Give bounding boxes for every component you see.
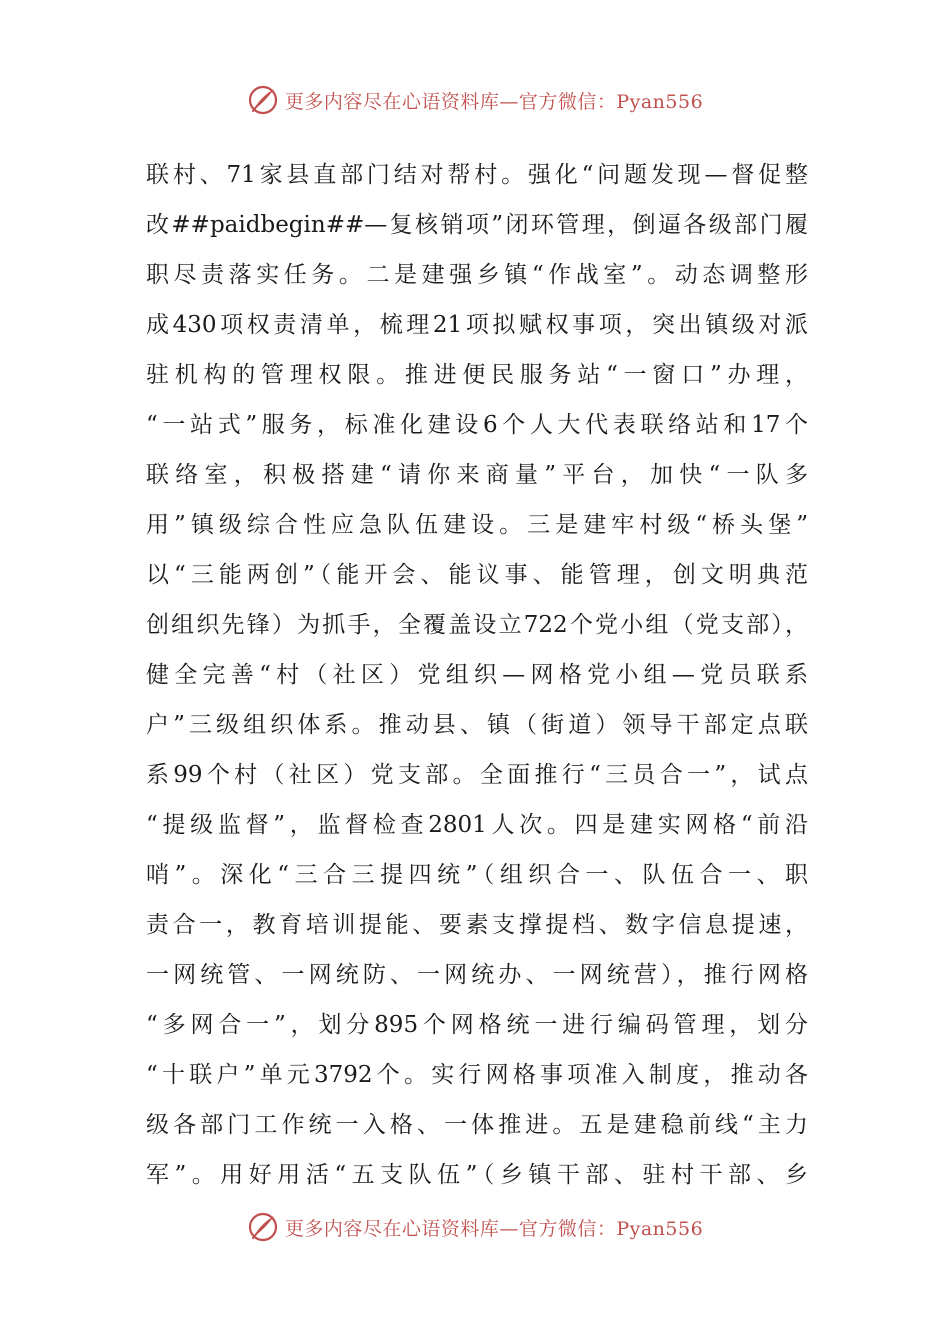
text-line: 系99个村（社区）党支部。全面推行“三员合一”，试点 <box>146 762 808 788</box>
text-line: 责合一，教育培训提能、要素支撑提档、数字信息提速， <box>146 912 808 938</box>
text-line: 军”。用好用活“五支队伍”（乡镇干部、驻村干部、乡 <box>146 1162 808 1188</box>
text-line: “多网合一”，划分895个网格统一进行编码管理，划分 <box>146 1012 808 1038</box>
text-line: “一站式”服务，标准化建设6个人大代表联络站和17个 <box>146 412 808 438</box>
text-line: 户”三级组织体系。推动县、镇（街道）领导干部定点联 <box>146 712 808 738</box>
text-line: 健全完善“村（社区）党组织—网格党小组—党员联系 <box>146 662 808 688</box>
text-line: 成430项权责清单，梳理21项拟赋权事项，突出镇级对派 <box>146 312 808 338</box>
text-line: “十联户”单元3792个。实行网格事项准入制度，推动各 <box>146 1062 808 1088</box>
watermark-text: 更多内容尽在心语资料库—官方微信：Pyan556 <box>284 90 704 113</box>
footer-watermark <box>0 1211 950 1243</box>
document-body <box>146 150 808 1200</box>
header-watermark <box>0 84 950 116</box>
text-line: 一网统管、一网统防、一网统办、一网统营），推行网格 <box>146 962 808 988</box>
quill-pen-icon <box>247 1211 279 1243</box>
text-line: 级各部门工作统一入格、一体推进。五是建稳前线“主力 <box>146 1112 808 1138</box>
text-line: 创组织先锋）为抓手，全覆盖设立722个党小组（党支部）， <box>146 612 808 638</box>
text-line: 联村、71家县直部门结对帮村。强化“问题发现—督促整 <box>146 162 808 188</box>
text-line: 哨”。深化“三合三提四统”（组织合一、队伍合一、职 <box>146 862 808 888</box>
text-line: 联络室，积极搭建“请你来商量”平台，加快“一队多 <box>146 462 808 488</box>
quill-pen-icon <box>247 84 279 116</box>
watermark-text: 更多内容尽在心语资料库—官方微信：Pyan556 <box>284 1217 704 1240</box>
text-line: 职尽责落实任务。二是建强乡镇“作战室”。动态调整形 <box>146 262 808 288</box>
text-line: 改##paidbegin##—复核销项”闭环管理，倒逼各级部门履 <box>146 212 808 238</box>
text-line: 用”镇级综合性应急队伍建设。三是建牢村级“桥头堡” <box>146 512 808 538</box>
text-line: 以“三能两创”（能开会、能议事、能管理，创文明典范 <box>146 562 808 588</box>
text-line: 驻机构的管理权限。推进便民服务站“一窗口”办理， <box>146 362 808 388</box>
text-line: “提级监督”，监督检查2801人次。四是建实网格“前沿 <box>146 812 808 838</box>
